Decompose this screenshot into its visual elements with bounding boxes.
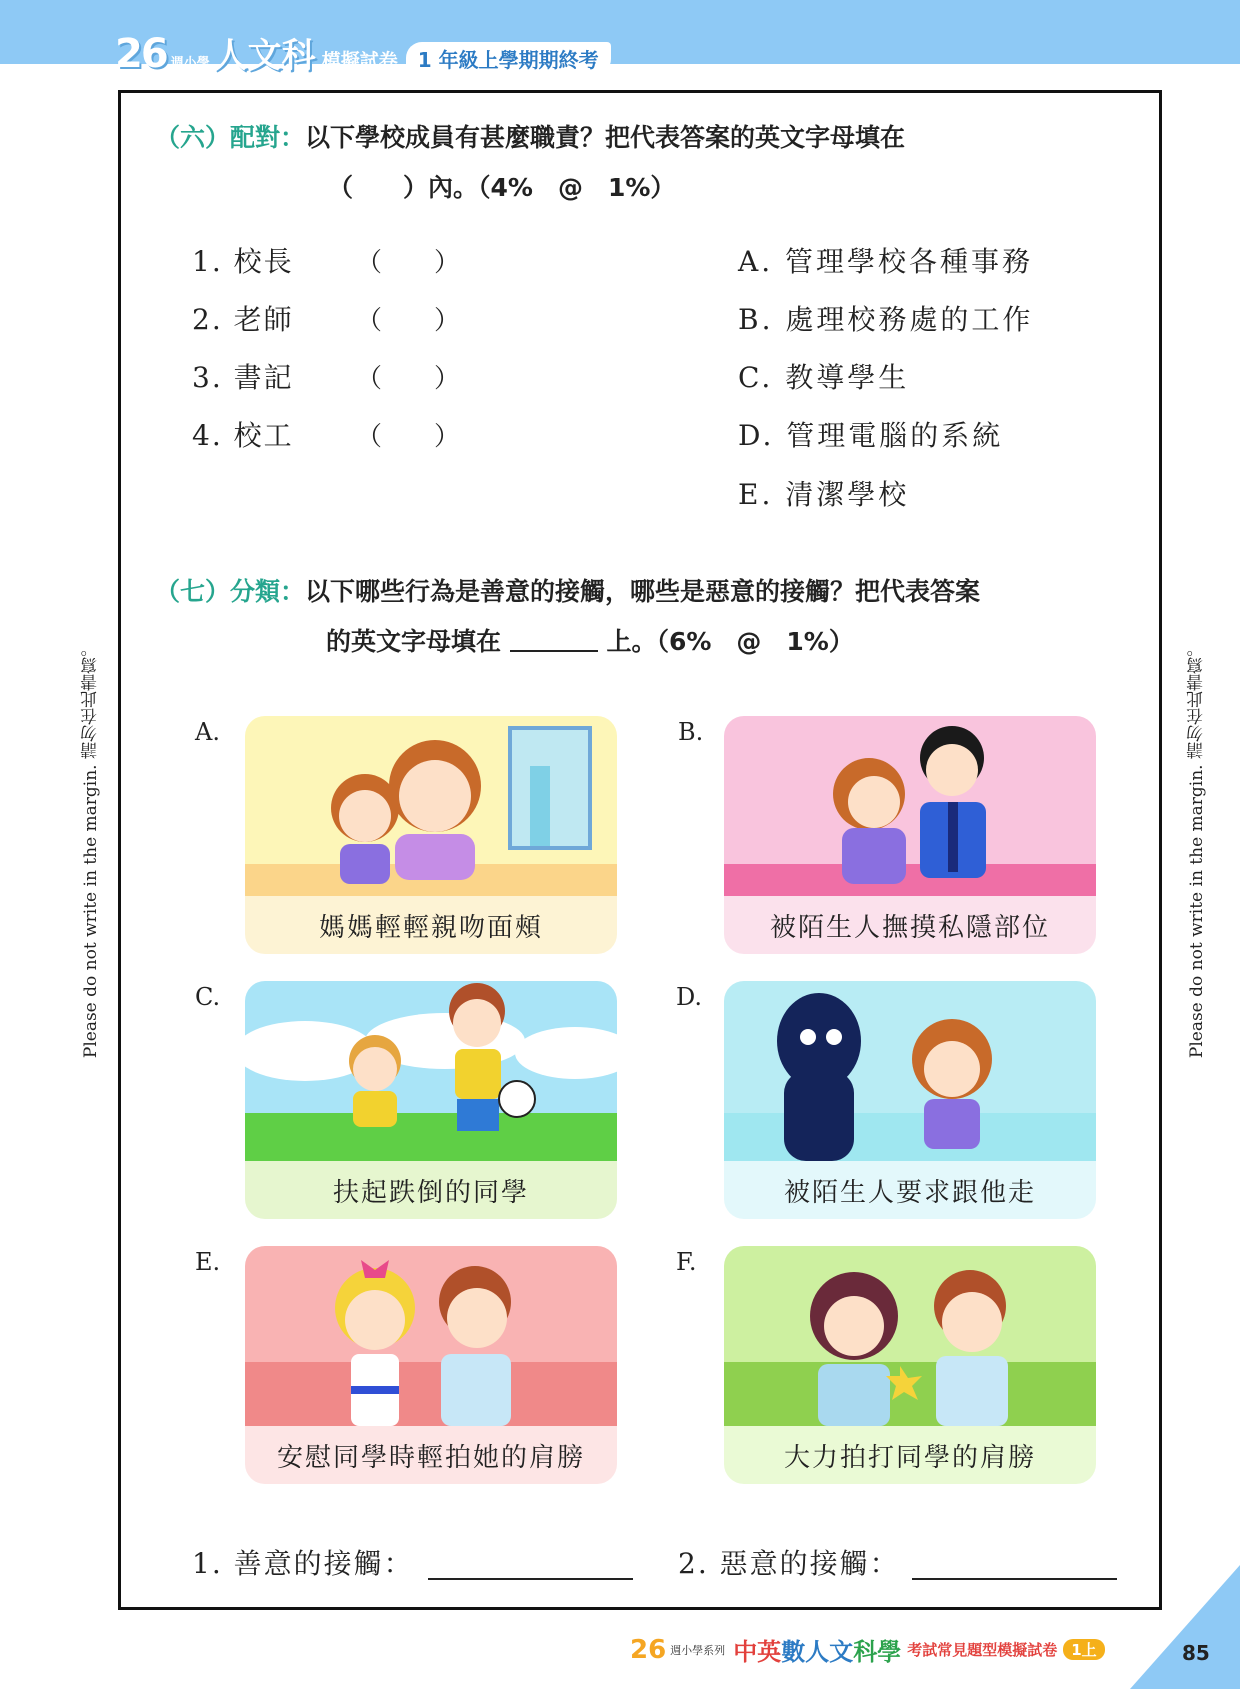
picture-label: F. [676,1248,697,1276]
brand-small: 週小學 [170,56,210,71]
picture-card-b [724,716,1096,954]
answer-line-good[interactable] [428,1578,633,1580]
footer-series-small: 週小學系列 [670,1643,726,1657]
match-option: E. 清潔學校 [738,478,910,511]
footer-series [630,1632,1105,1667]
picture-card-a [245,716,617,954]
margin-note-left: Please do not write in the margin. 請勿在此書寫。 [81,640,101,1059]
corner-decoration [1130,1565,1240,1689]
picture-caption: 媽媽輕輕親吻面頰 [245,896,617,954]
footer-logo-number: 26 [630,1634,667,1665]
section7-subtitle [326,622,854,658]
margin-note-right: Please do not write in the margin. 請勿在此書寫。 [1187,640,1207,1059]
picture-caption: 被陌生人撫摸私隱部位 [724,896,1096,954]
grade-badge: 1 年級上學期期終考 [406,42,611,75]
match-option: A. 管理學校各種事務 [738,245,1034,278]
match-option: C. 教導學生 [738,361,910,394]
page-number: 85 [1182,1641,1210,1665]
section7-subtitle-before: 的英文字母填在 [326,627,502,656]
section6-number: （六） [155,123,231,152]
footer-title-3: 科學 [853,1638,902,1666]
footer-title-2: 數人文 [781,1638,854,1666]
match-option: B. 處理校務處的工作 [738,303,1034,336]
answer-label-good: 1. 善意的接觸： [192,1547,414,1580]
scene-illustration [724,716,1096,896]
footer-subtitle: 考試常見題型模擬試卷 [907,1641,1058,1659]
answer-blank[interactable]: （ ） [356,306,461,336]
picture-caption: 被陌生人要求跟他走 [724,1161,1096,1219]
scene-illustration [724,1246,1096,1426]
scene-illustration [724,981,1096,1161]
section6-title: 以下學校成員有甚麼職責？把代表答案的英文字母填在 [305,123,906,152]
section7-title: 以下哪些行為是善意的接觸，哪些是惡意的接觸？把代表答案 [305,577,981,606]
section6-category: 配對： [230,123,306,152]
picture-label: E. [195,1248,221,1276]
picture-card-e [245,1246,617,1484]
brand-subject: 人文科 [213,36,316,76]
picture-card-c [245,981,617,1219]
answer-line-bad[interactable] [912,1578,1117,1580]
picture-label: D. [676,983,703,1011]
section7-heading [155,572,980,608]
picture-label: B. [678,718,704,746]
match-item: 2. 老師 [192,303,294,336]
picture-label: A. [195,718,220,746]
picture-card-f [724,1246,1096,1484]
picture-label: C. [195,983,221,1011]
section7-subtitle-after: 上。（6% @ 1%） [606,627,854,656]
brand-type: 模擬試卷 [321,50,398,72]
answer-blank[interactable]: （ ） [356,364,461,394]
scene-illustration [245,716,617,896]
picture-caption: 扶起跌倒的同學 [245,1161,617,1219]
series-logo [115,28,611,77]
picture-card-d [724,981,1096,1219]
footer-title-1: 中英 [733,1638,782,1666]
footer-grade-badge: 1上 [1063,1639,1104,1660]
match-option: D. 管理電腦的系統 [738,419,1004,452]
scene-illustration [245,1246,617,1426]
answer-label-bad: 2. 惡意的接觸： [678,1547,900,1580]
match-item: 4. 校工 [192,419,294,452]
picture-caption: 大力拍打同學的肩膀 [724,1426,1096,1484]
section6-heading [155,118,905,154]
fill-line-sample [510,628,598,652]
match-item: 3. 書記 [192,361,294,394]
scene-illustration [245,981,617,1161]
header-bar [0,0,1240,77]
section7-category: 分類： [230,577,306,606]
match-item: 1. 校長 [192,245,294,278]
brand-number: 26 [115,31,167,77]
picture-caption: 安慰同學時輕拍她的肩膀 [245,1426,617,1484]
section7-number: （七） [155,577,231,606]
answer-blank[interactable]: （ ） [356,422,461,452]
answer-blank[interactable]: （ ） [356,248,461,278]
section6-subtitle: （ ）內。（4% @ 1%） [328,173,676,202]
